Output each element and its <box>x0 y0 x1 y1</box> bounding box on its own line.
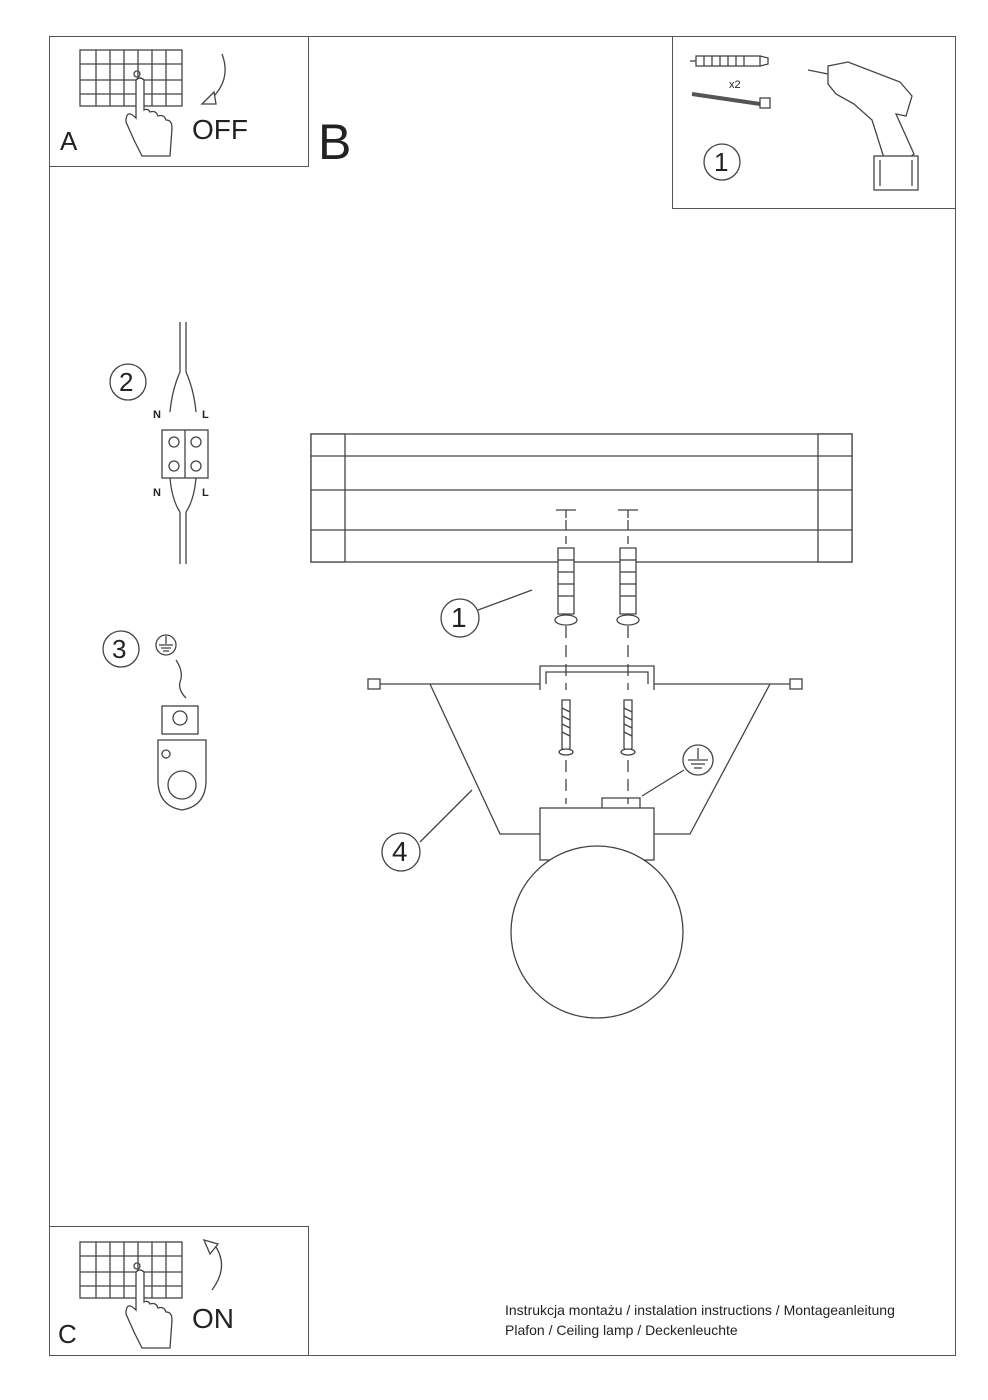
on-arrow-icon <box>204 1240 222 1290</box>
lamp-ground-symbol-icon <box>642 745 713 796</box>
terminal-block-icon <box>162 322 208 564</box>
step-3-number: 3 <box>112 634 127 664</box>
footer-line-instructions: Instrukcja montażu / instalation instructions / Montageanleitung <box>505 1302 895 1318</box>
ground-clamp-icon <box>158 660 206 810</box>
mounting-bracket <box>368 666 802 690</box>
screw-right <box>621 700 635 755</box>
panel-b-letter: B <box>318 114 352 170</box>
step-2-number: 2 <box>119 367 134 397</box>
step-4-leader-line <box>420 790 472 842</box>
off-arrow-icon <box>202 54 225 104</box>
terminal-label-n-top: N <box>153 409 161 421</box>
breaker-panel-icon <box>80 50 182 106</box>
panel-c-letter: C <box>58 1319 77 1349</box>
kit-quantity: x2 <box>729 79 741 91</box>
ceiling-beam <box>311 434 852 562</box>
ground-symbol-icon <box>156 635 176 655</box>
off-label: OFF <box>192 114 248 145</box>
step-1-leader-line <box>478 590 532 610</box>
screw-left <box>559 700 573 755</box>
breaker-panel-icon <box>80 1242 182 1298</box>
footer-line-product: Plafon / Ceiling lamp / Deckenleuchte <box>505 1322 738 1338</box>
terminal-label-l-top: L <box>202 409 209 421</box>
footer-caption <box>505 1300 895 1340</box>
drill-icon <box>808 62 918 190</box>
terminal-label-n-bottom: N <box>153 487 161 499</box>
on-label: ON <box>192 1303 234 1334</box>
panel-a-letter: A <box>60 126 78 156</box>
screw-icon <box>692 94 770 108</box>
step-1-number: 1 <box>451 602 467 633</box>
lamp-canopy <box>430 684 770 860</box>
terminal-label-l-bottom: L <box>202 487 209 499</box>
wall-plug-icon <box>690 56 768 66</box>
kit-step-number: 1 <box>714 147 729 177</box>
step-4-number: 4 <box>392 836 408 867</box>
lamp-globe <box>511 846 683 1018</box>
